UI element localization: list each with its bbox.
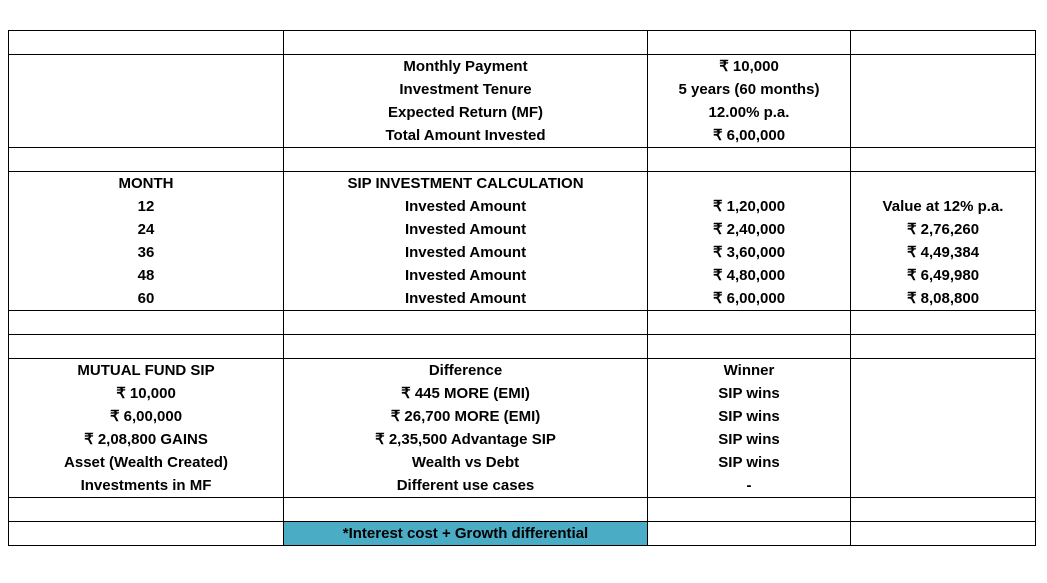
invested-amount[interactable]: ₹ 4,80,000 [648, 264, 851, 287]
month-cell[interactable]: 60 [9, 287, 284, 311]
comparison-row [9, 428, 1036, 451]
comparison-row [9, 474, 1036, 498]
cell[interactable] [9, 124, 284, 148]
invested-amount[interactable]: ₹ 6,00,000 [648, 287, 851, 311]
cell[interactable] [648, 522, 851, 546]
sip-header[interactable]: MUTUAL FUND SIP [9, 359, 284, 383]
cell[interactable] [9, 335, 284, 359]
sip-cell[interactable]: Asset (Wealth Created) [9, 451, 284, 474]
blank-row [9, 335, 1036, 359]
cell[interactable] [851, 335, 1036, 359]
sip-row [9, 195, 1036, 218]
month-cell[interactable]: 12 [9, 195, 284, 218]
comparison-row [9, 451, 1036, 474]
invested-label[interactable]: Invested Amount [284, 241, 648, 264]
spreadsheet-table [8, 30, 1036, 546]
cell[interactable] [851, 31, 1036, 55]
invested-amount[interactable]: ₹ 1,20,000 [648, 195, 851, 218]
cell[interactable] [851, 55, 1036, 79]
summary-value[interactable]: ₹ 6,00,000 [648, 124, 851, 148]
difference-cell[interactable]: Wealth vs Debt [284, 451, 648, 474]
summary-row [9, 55, 1036, 79]
cell[interactable] [851, 522, 1036, 546]
cell[interactable] [851, 311, 1036, 335]
cell[interactable] [851, 451, 1036, 474]
value-cell[interactable]: Value at 12% p.a. [851, 195, 1036, 218]
summary-label[interactable]: Expected Return (MF) [284, 101, 648, 124]
winner-cell[interactable]: SIP wins [648, 428, 851, 451]
sip-row [9, 287, 1036, 311]
sip-row [9, 264, 1036, 287]
cell[interactable] [851, 498, 1036, 522]
winner-cell[interactable]: SIP wins [648, 405, 851, 428]
summary-value[interactable]: 5 years (60 months) [648, 78, 851, 101]
sip-row [9, 241, 1036, 264]
invested-label[interactable]: Invested Amount [284, 218, 648, 241]
cell[interactable] [9, 311, 284, 335]
footnote-row [9, 522, 1036, 546]
cell[interactable] [648, 172, 851, 196]
blank-row [9, 31, 1036, 55]
summary-value[interactable]: 12.00% p.a. [648, 101, 851, 124]
cell[interactable] [648, 148, 851, 172]
cell[interactable] [648, 31, 851, 55]
invested-label[interactable]: Invested Amount [284, 287, 648, 311]
sip-cell[interactable]: ₹ 2,08,800 GAINS [9, 428, 284, 451]
winner-header[interactable]: Winner [648, 359, 851, 383]
value-cell[interactable]: ₹ 4,49,384 [851, 241, 1036, 264]
cell[interactable] [648, 498, 851, 522]
summary-value[interactable]: ₹ 10,000 [648, 55, 851, 79]
cell[interactable] [648, 335, 851, 359]
sip-cell[interactable]: Investments in MF [9, 474, 284, 498]
difference-cell[interactable]: Different use cases [284, 474, 648, 498]
summary-row [9, 124, 1036, 148]
cell[interactable] [851, 124, 1036, 148]
comparison-row [9, 405, 1036, 428]
winner-cell[interactable]: SIP wins [648, 382, 851, 405]
month-cell[interactable]: 48 [9, 264, 284, 287]
cell[interactable] [9, 78, 284, 101]
value-cell[interactable]: ₹ 2,76,260 [851, 218, 1036, 241]
summary-label[interactable]: Total Amount Invested [284, 124, 648, 148]
blank-row [9, 311, 1036, 335]
cell[interactable] [9, 148, 284, 172]
winner-cell[interactable]: - [648, 474, 851, 498]
cell[interactable] [9, 498, 284, 522]
summary-label[interactable]: Investment Tenure [284, 78, 648, 101]
comparison-header-row [9, 359, 1036, 383]
difference-cell[interactable]: ₹ 2,35,500 Advantage SIP [284, 428, 648, 451]
invested-label[interactable]: Invested Amount [284, 195, 648, 218]
footnote-cell[interactable]: *Interest cost + Growth differential [284, 522, 648, 546]
cell[interactable] [648, 311, 851, 335]
month-cell[interactable]: 24 [9, 218, 284, 241]
cell[interactable] [9, 522, 284, 546]
sip-cell[interactable]: ₹ 6,00,000 [9, 405, 284, 428]
sip-row [9, 218, 1036, 241]
summary-row [9, 78, 1036, 101]
difference-cell[interactable]: ₹ 445 MORE (EMI) [284, 382, 648, 405]
cell[interactable] [9, 101, 284, 124]
cell[interactable] [851, 148, 1036, 172]
cell[interactable] [9, 31, 284, 55]
blank-row [9, 498, 1036, 522]
value-cell[interactable]: ₹ 6,49,980 [851, 264, 1036, 287]
cell[interactable] [851, 359, 1036, 383]
cell[interactable] [284, 148, 648, 172]
summary-row [9, 101, 1036, 124]
winner-cell[interactable]: SIP wins [648, 451, 851, 474]
summary-label[interactable]: Monthly Payment [284, 55, 648, 79]
cell[interactable] [851, 382, 1036, 405]
comparison-row [9, 382, 1036, 405]
invested-label[interactable]: Invested Amount [284, 264, 648, 287]
cell[interactable] [851, 101, 1036, 124]
invested-amount[interactable]: ₹ 3,60,000 [648, 241, 851, 264]
cell[interactable] [284, 311, 648, 335]
month-cell[interactable]: 36 [9, 241, 284, 264]
sip-cell[interactable]: ₹ 10,000 [9, 382, 284, 405]
cell[interactable] [851, 78, 1036, 101]
sip-header-row [9, 172, 1036, 196]
cell[interactable] [284, 335, 648, 359]
value-cell[interactable]: ₹ 8,08,800 [851, 287, 1036, 311]
blank-row [9, 148, 1036, 172]
difference-cell[interactable]: ₹ 26,700 MORE (EMI) [284, 405, 648, 428]
cell[interactable] [284, 31, 648, 55]
sip-calc-header[interactable]: SIP INVESTMENT CALCULATION [284, 172, 648, 196]
cell[interactable] [851, 172, 1036, 196]
difference-header[interactable]: Difference [284, 359, 648, 383]
cell[interactable] [851, 428, 1036, 451]
cell[interactable] [851, 405, 1036, 428]
invested-amount[interactable]: ₹ 2,40,000 [648, 218, 851, 241]
month-header[interactable]: MONTH [9, 172, 284, 196]
cell[interactable] [284, 498, 648, 522]
cell[interactable] [851, 474, 1036, 498]
cell[interactable] [9, 55, 284, 79]
